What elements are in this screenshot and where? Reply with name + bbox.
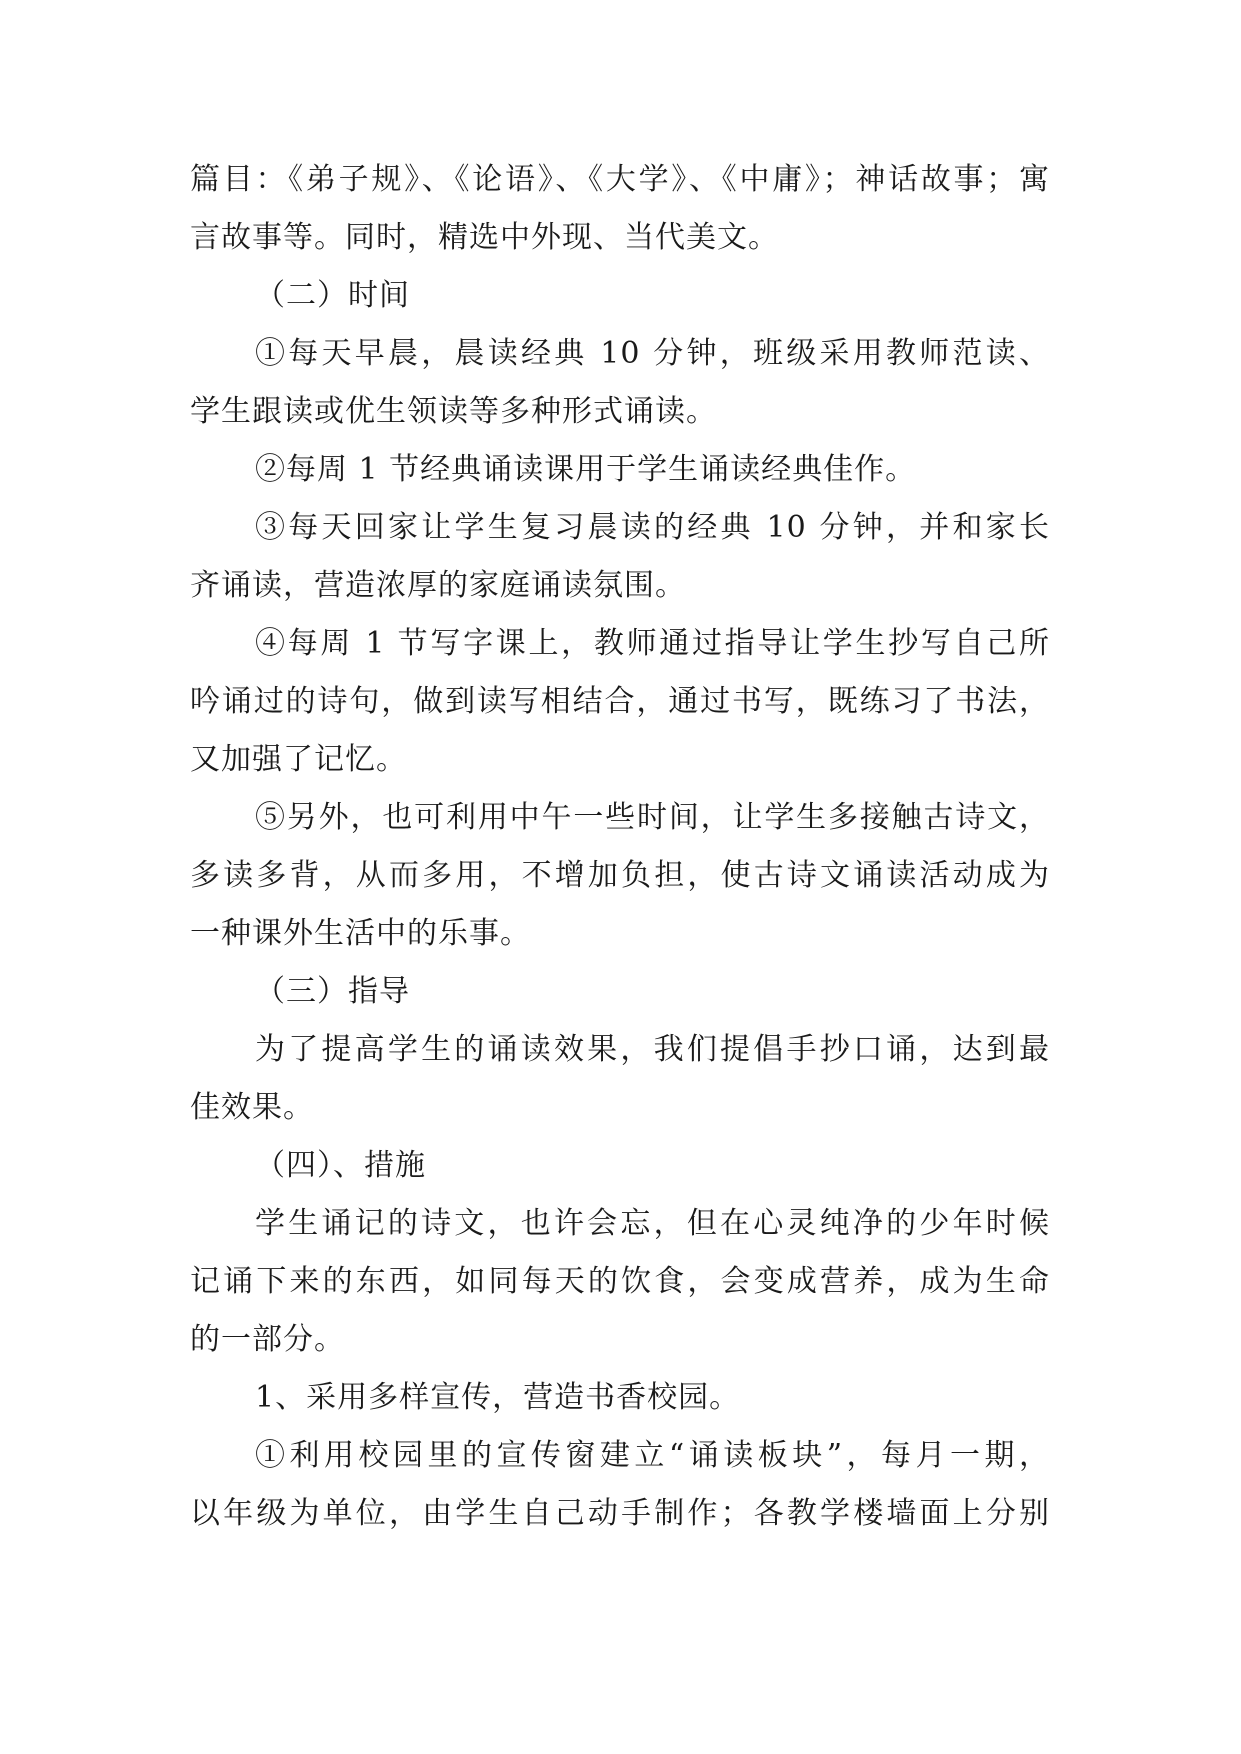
paragraph-line: ④每周 1 节写字课上，教师通过指导让学生抄写自己所: [255, 626, 1050, 661]
paragraph-line: ①每天早晨，晨读经典 10 分钟，班级采用教师范读、: [255, 336, 1050, 371]
section-heading: （三）指导: [255, 974, 410, 1009]
paragraph-line: 篇目：《弟子规》、《论语》、《大学》、《中庸》；神话故事；寓: [190, 162, 1050, 197]
paragraph-line: ①利用校园里的宣传窗建立“诵读板块”，每月一期，: [255, 1438, 1050, 1473]
paragraph-line: ⑤另外，也可利用中午一些时间，让学生多接触古诗文，: [255, 800, 1050, 835]
section-heading: （四）、措施: [255, 1148, 426, 1183]
paragraph-line: ③每天回家让学生复习晨读的经典 10 分钟，并和家长: [255, 510, 1050, 545]
paragraph-line: 以年级为单位，由学生自己动手制作；各教学楼墙面上分别: [190, 1496, 1050, 1531]
paragraph-line: 齐诵读，营造浓厚的家庭诵读氛围。: [190, 568, 686, 603]
paragraph-line: 多读多背，从而多用，不增加负担，使古诗文诵读活动成为: [190, 858, 1050, 893]
paragraph-line: 的一部分。: [190, 1322, 345, 1357]
section-heading: （二）时间: [255, 278, 410, 313]
paragraph-line: ②每周 1 节经典诵读课用于学生诵读经典佳作。: [255, 452, 917, 487]
paragraph-line: 一种课外生活中的乐事。: [190, 916, 531, 951]
paragraph-line: 吟诵过的诗句，做到读写相结合，通过书写，既练习了书法，: [190, 684, 1050, 719]
paragraph-line: 言故事等。同时，精选中外现、当代美文。: [190, 220, 779, 255]
paragraph-line: 佳效果。: [190, 1090, 314, 1125]
paragraph-line: 为了提高学生的诵读效果，我们提倡手抄口诵，达到最: [255, 1032, 1050, 1067]
paragraph-line: 1、采用多样宣传，营造书香校园。: [255, 1380, 741, 1415]
paragraph-line: 学生诵记的诗文，也许会忘，但在心灵纯净的少年时候: [255, 1206, 1050, 1241]
paragraph-line: 记诵下来的东西，如同每天的饮食，会变成营养，成为生命: [190, 1264, 1050, 1299]
paragraph-line: 又加强了记忆。: [190, 742, 407, 777]
paragraph-line: 学生跟读或优生领读等多种形式诵读。: [190, 394, 717, 429]
